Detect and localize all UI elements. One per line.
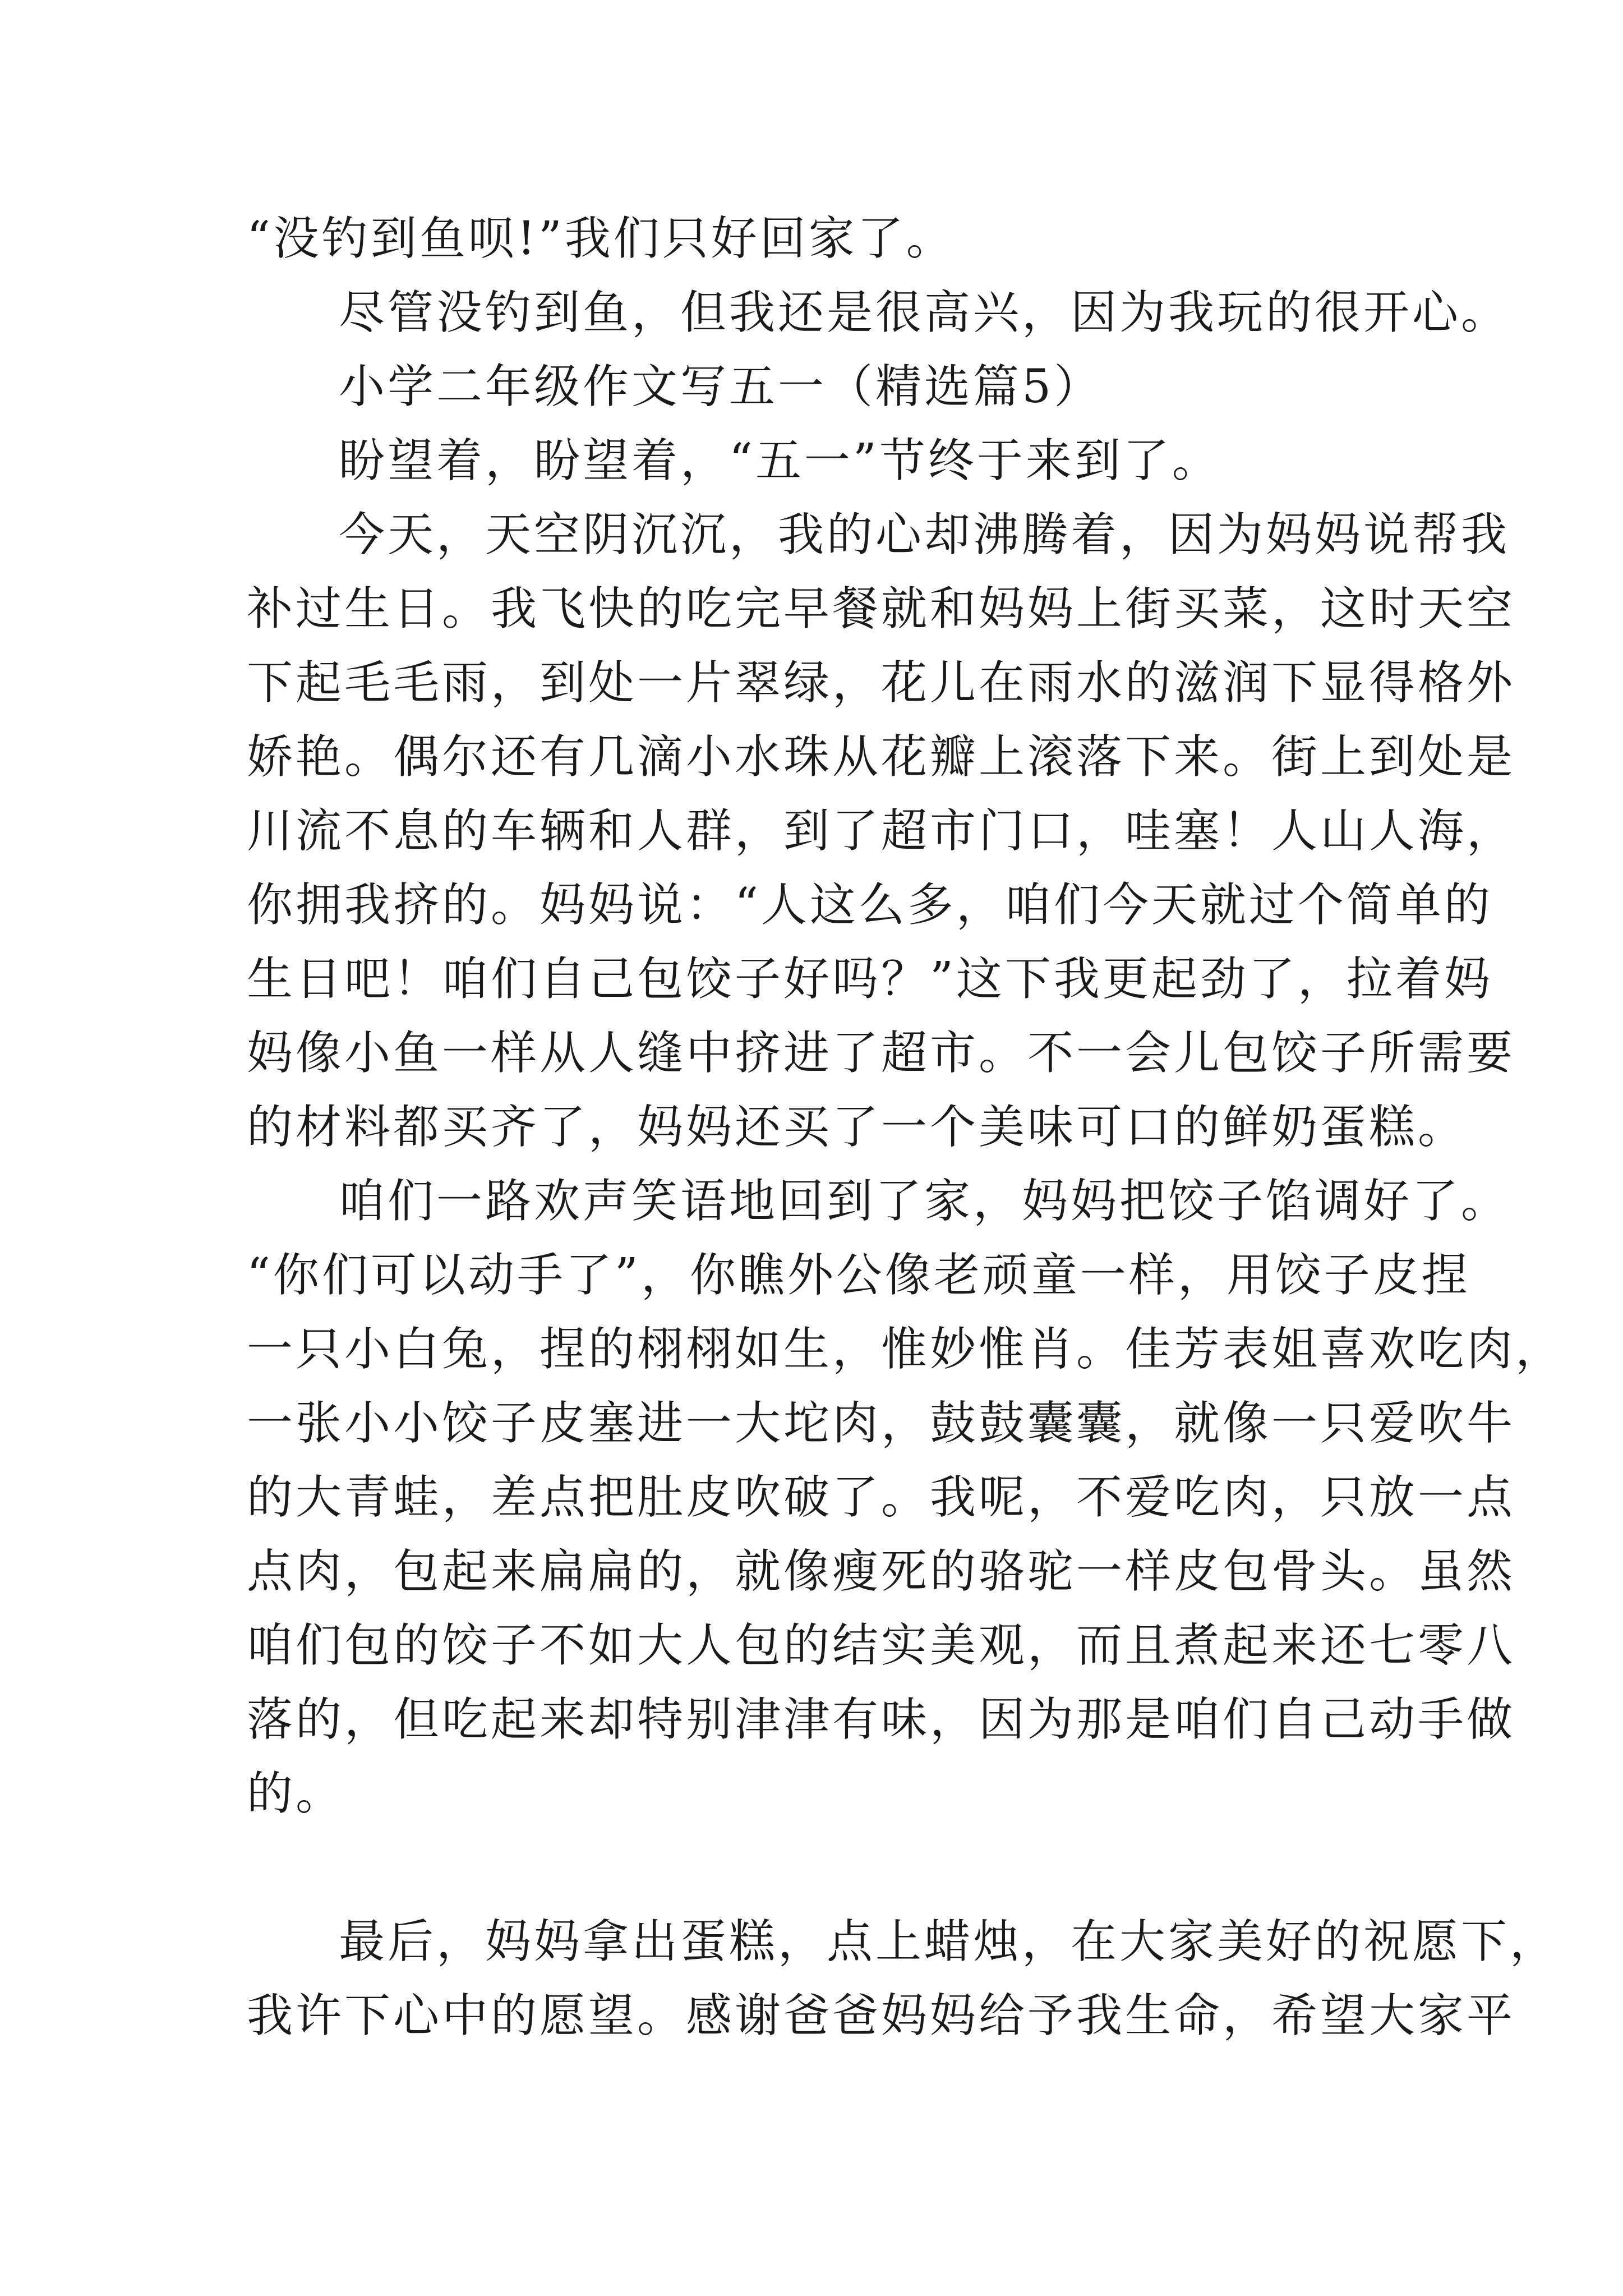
- text-line: 咱们一路欢声笑语地回到了家，妈妈把饺子馅调好了。: [339, 1175, 1510, 1228]
- text-line: 最后，妈妈拿出蛋糕，点上蜡烛，在大家美好的祝愿下，: [339, 1915, 1559, 1968]
- text-line: 一只小白兔，捏的栩栩如生，惟妙惟肖。佳芳表姐喜欢吃肉，: [247, 1323, 1565, 1376]
- text-line: 的。: [247, 1767, 345, 1820]
- text-line: “没钓到鱼呗!”我们只好回家了。: [247, 212, 955, 265]
- text-line: 妈像小鱼一样从人缝中挤进了超市。不一会儿包饺子所需要: [247, 1027, 1516, 1080]
- text-line: 补过生日。我飞快的吃完早餐就和妈妈上街买菜，这时天空: [247, 582, 1516, 636]
- text-line: 生日吧！咱们自己包饺子好吗？”这下我更起劲了，拉着妈: [247, 953, 1493, 1006]
- text-line: 咱们包的饺子不如大人包的结实美观，而且煮起来还七零八: [247, 1619, 1516, 1672]
- text-line: 盼望着，盼望着，“五一”节终于来到了。: [339, 434, 1221, 487]
- text-line: 的材料都买齐了，妈妈还买了一个美味可口的鲜奶蛋糕。: [247, 1101, 1467, 1154]
- text-line: 的大青蛙，差点把肚皮吹破了。我呢，不爱吃肉，只放一点: [247, 1471, 1516, 1524]
- text-line: 娇艳。偶尔还有几滴小水珠从花瓣上滚落下来。街上到处是: [247, 730, 1516, 784]
- text-line: 落的，但吃起来却特别津津有味，因为那是咱们自己动手做: [247, 1693, 1516, 1746]
- text-line: 尽管没钓到鱼，但我还是很高兴，因为我玩的很开心。: [339, 286, 1510, 339]
- text-line: 我许下心中的愿望。感谢爸爸妈妈给予我生命，希望大家平: [247, 1989, 1516, 2042]
- text-line: 你拥我挤的。妈妈说：“人这么多，咱们今天就过个简单的: [247, 878, 1493, 932]
- text-line: “你们可以动手了”，你瞧外公像老顽童一样，用饺子皮捏: [247, 1249, 1470, 1302]
- text-line: 点肉，包起来扁扁的，就像瘦死的骆驼一样皮包骨头。虽然: [247, 1545, 1516, 1598]
- essay-title: 小学二年级作文写五一（精选篇5）: [339, 360, 1103, 413]
- text-line: 今天，天空阴沉沉，我的心却沸腾着，因为妈妈说帮我: [339, 508, 1510, 562]
- text-line: 下起毛毛雨，到处一片翠绿，花儿在雨水的滋润下显得格外: [247, 656, 1516, 710]
- paragraph-gap: [247, 1831, 1402, 1905]
- text-line: 一张小小饺子皮塞进一大坨肉，鼓鼓囊囊，就像一只爱吹牛: [247, 1397, 1516, 1450]
- essay-body: [247, 202, 1565, 2053]
- text-line: 川流不息的车辆和人群，到了超市门口，哇塞！人山人海，: [247, 804, 1516, 858]
